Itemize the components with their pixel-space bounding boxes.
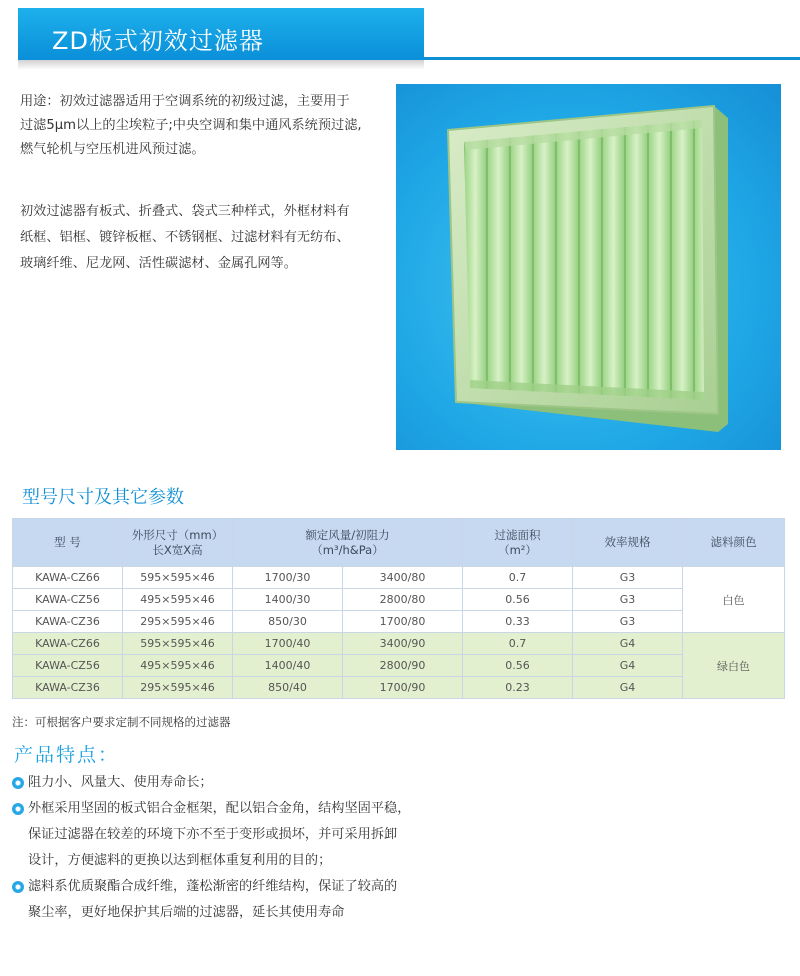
features-title: 产品特点：: [14, 744, 120, 766]
feature-item: [12, 770, 482, 796]
bullet-icon: [12, 881, 24, 893]
header-area: 过滤面积 （m²）: [463, 519, 573, 567]
cell-efficiency: G3: [573, 567, 683, 589]
cell-color-green-white: 绿白色: [683, 633, 785, 699]
usage-line: 过滤5μm以上的尘埃粒子;中央空调和集中通风系统预过滤,: [20, 118, 362, 133]
feature-line: 阻力小、风量大、使用寿命长；: [28, 775, 213, 790]
header-rule: [424, 57, 800, 60]
cell-model: KAWA-CZ56: [13, 589, 123, 611]
cell-area: 0.7: [463, 567, 573, 589]
cell-flow2: 2800/90: [343, 655, 463, 677]
cell-flow2: 1700/80: [343, 611, 463, 633]
feature-line: 设计，方便滤料的更换以达到框体重复利用的目的；: [28, 853, 332, 868]
cell-size: 595×595×46: [123, 633, 233, 655]
cell-area: 0.56: [463, 655, 573, 677]
feature-line: 滤料系优质聚酯合成纤维，蓬松渐密的纤维结构，保证了较高的: [28, 879, 398, 894]
features-list: [12, 770, 482, 926]
cell-model: KAWA-CZ56: [13, 655, 123, 677]
cell-model: KAWA-CZ36: [13, 677, 123, 699]
bullet-icon: [12, 803, 24, 815]
cell-model: KAWA-CZ36: [13, 611, 123, 633]
table-row: [13, 677, 785, 699]
table-header-row: [13, 519, 785, 567]
cell-model: KAWA-CZ66: [13, 567, 123, 589]
feature-item: [12, 796, 482, 874]
header-airflow: 额定风量/初阻力 （m³/h&Pa）: [233, 519, 463, 567]
cell-size: 495×595×46: [123, 655, 233, 677]
types-line: 玻璃纤维、尼龙网、活性碳滤材、金属孔网等。: [20, 256, 297, 271]
table-row: [13, 655, 785, 677]
header-model: 型 号: [13, 519, 123, 567]
table-row: [13, 633, 785, 655]
table-row: [13, 589, 785, 611]
product-photo: [396, 84, 781, 450]
types-paragraph: [20, 199, 390, 277]
panel-filter-illustration: [396, 84, 781, 450]
header-color: 滤料颜色: [683, 519, 785, 567]
cell-flow2: 3400/90: [343, 633, 463, 655]
types-line: 初效过滤器有板式、折叠式、袋式三种样式，外框材料有: [20, 204, 350, 219]
cell-flow1: 850/30: [233, 611, 343, 633]
cell-size: 595×595×46: [123, 567, 233, 589]
feature-line: 聚尘率，更好地保护其后端的过滤器，延长其使用寿命: [28, 905, 345, 920]
feature-line: 外框采用坚固的板式铝合金框架，配以铝合金角，结构坚固平稳，: [28, 801, 411, 816]
cell-model: KAWA-CZ66: [13, 633, 123, 655]
cell-flow2: 1700/90: [343, 677, 463, 699]
title-banner-shadow: [18, 60, 424, 70]
usage-line: 用途：初效过滤器适用于空调系统的初级过滤，主要用于: [20, 94, 350, 109]
cell-size: 495×595×46: [123, 589, 233, 611]
cell-area: 0.56: [463, 589, 573, 611]
page-title: ZD板式初效过滤器: [52, 27, 264, 55]
cell-efficiency: G3: [573, 611, 683, 633]
header-efficiency: 效率规格: [573, 519, 683, 567]
cell-flow1: 1700/40: [233, 633, 343, 655]
table-row: [13, 567, 785, 589]
usage-line: 燃气轮机与空压机进风预过滤。: [20, 142, 205, 157]
cell-efficiency: G4: [573, 655, 683, 677]
cell-size: 295×595×46: [123, 611, 233, 633]
types-line: 纸框、铝框、镀锌板框、不锈钢框、过滤材料有无纺布、: [20, 230, 350, 245]
usage-paragraph: [20, 90, 390, 162]
cell-size: 295×595×46: [123, 677, 233, 699]
cell-flow1: 1400/30: [233, 589, 343, 611]
table-row: [13, 611, 785, 633]
bullet-icon: [12, 777, 24, 789]
cell-flow1: 850/40: [233, 677, 343, 699]
cell-area: 0.7: [463, 633, 573, 655]
cell-flow2: 2800/80: [343, 589, 463, 611]
cell-efficiency: G4: [573, 677, 683, 699]
cell-efficiency: G4: [573, 633, 683, 655]
header-size: 外形尺寸（mm） 长X宽X高: [123, 519, 233, 567]
spec-table: [12, 518, 785, 699]
cell-area: 0.33: [463, 611, 573, 633]
specs-title: 型号尺寸及其它参数: [22, 487, 184, 508]
cell-flow1: 1400/40: [233, 655, 343, 677]
table-note: 注：可根据客户要求定制不同规格的过滤器: [12, 715, 231, 729]
feature-line: 保证过滤器在较差的环境下亦不至于变形或损坏，并可采用拆卸: [28, 827, 398, 842]
cell-color-white: 白色: [683, 567, 785, 633]
feature-item: [12, 874, 482, 926]
cell-area: 0.23: [463, 677, 573, 699]
cell-efficiency: G3: [573, 589, 683, 611]
cell-flow1: 1700/30: [233, 567, 343, 589]
cell-flow2: 3400/80: [343, 567, 463, 589]
